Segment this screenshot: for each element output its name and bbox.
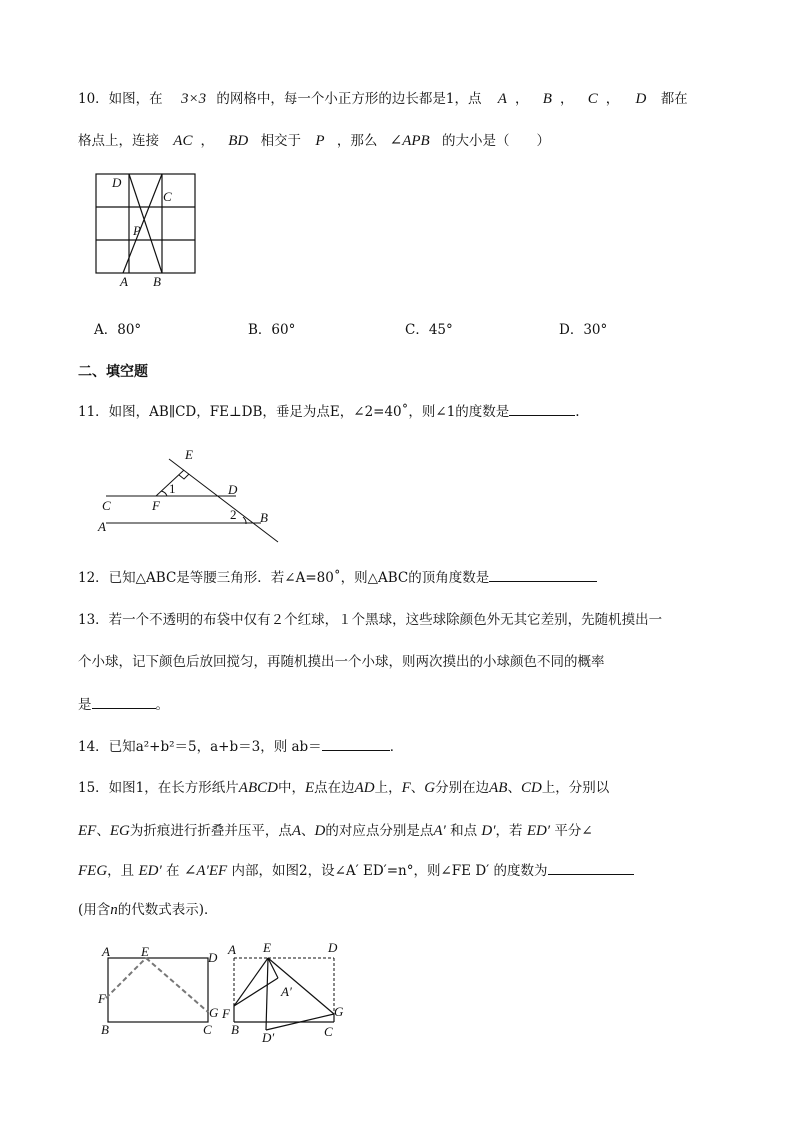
fig2-label-f: F [222, 1006, 230, 1021]
fig1-label-c: C [203, 1022, 212, 1037]
point-d: D [635, 91, 647, 107]
q15-blank [548, 861, 634, 875]
q13-blank [92, 695, 156, 709]
fig-label-c: C [163, 189, 172, 204]
fig2-label-a: A [228, 942, 236, 957]
q10-line1: 10．如图，在 3×3 的网格中，每一个小正方形的边长都是1，点 A ， B ， C ， D 都在 [78, 91, 688, 107]
q11-parallel-figure [96, 444, 296, 548]
segment-ac: AC [173, 133, 193, 149]
fig2-label-a-prime: A′ [281, 984, 292, 999]
q10-line2: 格点上，连接 AC ， BD 相交于 P ，那么 ∠APB 的大小是（ ） [78, 133, 550, 149]
q15-line3: FEG，且 ED′ 在 ∠A′EF 内部，如图2，设∠A′ ED′=n°，则∠FE D′ 的度数为 [78, 861, 634, 880]
q13-line2: 个小球，记下颜色后放回搅匀，再随机摸出一个小球，则两次摸出的小球颜色不同的概率 [78, 654, 605, 670]
fig2-label-d-prime: D′ [262, 1030, 275, 1045]
point-p: P [315, 133, 325, 149]
q15-line1: 15．如图1，在长方形纸片ABCD中，E点在边AD上，F、G分别在边AB、CD上，分别以 [78, 780, 610, 796]
q15-line2: EF、EG为折痕进行折叠并压平，点A、D的对应点分别是点A′ 和点 D′，若 ED′ 平分∠ [78, 823, 593, 839]
fig1-label-a: A [102, 944, 110, 959]
q15-figure-2 [222, 938, 356, 1048]
q10-grid-figure [90, 168, 200, 290]
fig2-label-g: G [334, 1004, 344, 1019]
fig1-label-b: B [101, 1022, 109, 1037]
q11-blank [509, 402, 575, 416]
fig-label-p: P [133, 223, 141, 238]
point-b: B [542, 91, 552, 107]
fig2-label-b: B [231, 1022, 239, 1037]
fig-label-b: B [260, 510, 268, 525]
grid-size: 3×3 [180, 91, 207, 107]
fig2-label-d: D [328, 940, 338, 955]
angle-2-label: 2 [230, 507, 237, 522]
angle-apb: ∠APB [389, 133, 430, 149]
option-a: A．80° [94, 322, 142, 338]
option-d: D．30° [559, 322, 608, 338]
q15-figure-1 [98, 944, 228, 1044]
fig1-label-g: G [209, 1005, 219, 1020]
q14-blank [322, 737, 390, 751]
point-a: A [497, 91, 507, 107]
fig-label-d: D [228, 482, 238, 497]
q14-line: 14．已知a²+b²＝5，a+b＝3，则 ab＝ ． [78, 739, 404, 755]
q13-line3: 是 。 [78, 697, 169, 713]
fig2-label-e: E [263, 940, 271, 955]
point-c: C [587, 91, 598, 107]
fig-label-a: A [98, 519, 106, 534]
fig2-label-c: C [324, 1024, 333, 1039]
q13-line1: 13．若一个不透明的布袋中仅有２个红球，１个黑球，这些球除颜色外无其它差别，先随机摸出一 [78, 612, 663, 628]
segment-bd: BD [228, 133, 249, 149]
q11-line: 11．如图，AB∥CD，FE⊥DB，垂足为点E，∠2=40˚，则∠1的度数是 . [78, 404, 580, 420]
q15-line4: (用含n的代数式表示)． [78, 902, 218, 918]
fig-label-c: C [102, 498, 111, 513]
fig1-label-d: D [208, 950, 218, 965]
option-b: B．60° [248, 322, 296, 338]
section-title: 二、填空题 [78, 364, 148, 380]
fig1-label-f: F [98, 991, 106, 1006]
q12-blank [489, 568, 597, 582]
option-c: C．45° [405, 322, 453, 338]
q12-line: 12．已知△ABC是等腰三角形．若∠A=80˚，则△ABC的顶角度数是 [78, 568, 597, 587]
fig-label-f: F [152, 498, 160, 513]
fig1-label-e: E [141, 944, 149, 959]
fig-label-d: D [112, 175, 122, 190]
angle-1-label: 1 [169, 481, 176, 496]
fig-label-e: E [185, 447, 193, 462]
fig-label-b: B [153, 274, 161, 289]
fig-label-a: A [120, 274, 128, 289]
